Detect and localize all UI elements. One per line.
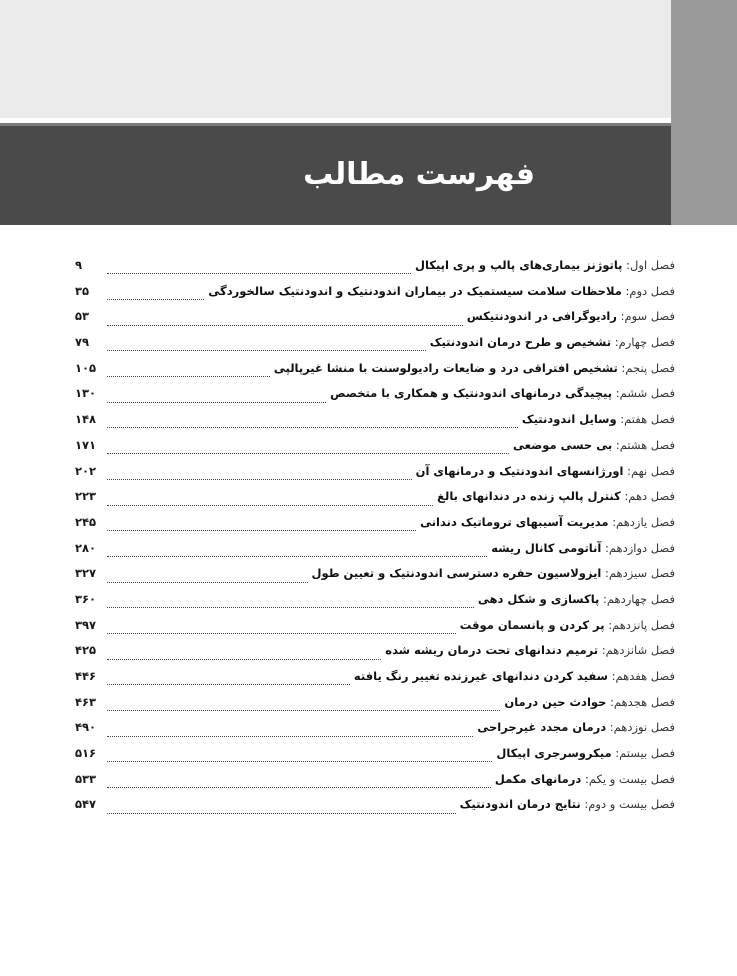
toc-entry-label	[420, 515, 675, 529]
chapter-title: میکروسرجری اپیکال	[496, 746, 612, 761]
chapter-title: تشخیص افتراقی درد و ضایعات رادیولوسنت با منشا غیرپالپی	[273, 360, 618, 375]
page-number: ۳۵	[75, 283, 90, 298]
toc-entry[interactable]	[75, 772, 675, 798]
toc-entry-label	[354, 669, 675, 683]
toc-entry-label	[496, 746, 675, 760]
dot-leader	[107, 350, 426, 351]
chapter-number: فصل هجدهم:	[610, 694, 675, 709]
page-title: فهرست مطالب	[303, 157, 535, 192]
chapter-number: فصل پانزدهم:	[608, 617, 675, 632]
dot-leader	[107, 505, 433, 506]
chapter-title: کنترل پالپ زنده در دندانهای بالغ	[437, 489, 621, 504]
chapter-title: ایزولاسیون حفره دسترسی اندودنتیک و تعیین طول	[311, 566, 602, 581]
toc-entry-label	[330, 386, 675, 400]
toc-entry-label	[467, 309, 675, 323]
toc-entry[interactable]	[75, 438, 675, 464]
dot-leader	[107, 761, 492, 762]
dot-leader	[107, 325, 463, 326]
toc-entry-label	[460, 618, 675, 632]
chapter-title: درمانهای مکمل	[494, 771, 582, 786]
chapter-number: فصل هفتم:	[620, 412, 675, 427]
toc-entry[interactable]	[75, 515, 675, 541]
chapter-number: فصل نوزدهم:	[609, 720, 675, 735]
chapter-number: فصل سوم:	[620, 309, 675, 324]
toc-entry[interactable]	[75, 720, 675, 746]
chapter-title: رادیوگرافی در اندودنتیکس	[466, 309, 617, 324]
chapter-number: فصل شانزدهم:	[601, 643, 675, 658]
dot-leader	[107, 607, 474, 608]
toc-entry[interactable]	[75, 335, 675, 361]
toc-entry-label	[491, 541, 675, 555]
toc-entry-label	[513, 438, 675, 452]
toc-entry[interactable]	[75, 489, 675, 515]
toc-entry[interactable]	[75, 309, 675, 335]
chapter-title: حوادث حین درمان	[504, 694, 607, 709]
dot-leader	[107, 299, 204, 300]
side-tab	[671, 0, 737, 225]
page-number: ۳۲۷	[75, 566, 97, 581]
page-number: ۲۴۵	[75, 514, 97, 529]
toc-entry[interactable]	[75, 797, 675, 823]
toc-entry-label	[208, 284, 675, 298]
chapter-title: ترمیم دندانهای تحت درمان ریشه شده	[385, 643, 599, 658]
toc-entry[interactable]	[75, 643, 675, 669]
chapter-number: فصل اول:	[626, 258, 675, 272]
toc-entry-label	[495, 772, 675, 786]
chapter-title: اورژانسهای اندودنتیک و درمانهای آن	[415, 463, 624, 478]
dot-leader	[107, 402, 326, 403]
page-number: ۵۴۷	[75, 797, 97, 812]
page-number: ۱۴۸	[75, 412, 97, 427]
chapter-number: فصل بیست و یکم:	[584, 771, 675, 786]
page-number: ۴۶۳	[75, 694, 97, 709]
chapter-number: فصل دهم:	[624, 489, 675, 504]
chapter-title: مدیریت آسیبهای تروماتیک دندانی	[420, 514, 609, 529]
dot-leader	[107, 787, 491, 788]
toc-entry[interactable]	[75, 386, 675, 412]
page-number: ۱۷۱	[75, 437, 97, 452]
dot-leader	[107, 530, 416, 531]
chapter-title: وسایل اندودنتیک	[521, 412, 617, 427]
toc-entry[interactable]	[75, 464, 675, 490]
page-number: ۴۹۰	[75, 720, 97, 735]
chapter-number: فصل سیزدهم:	[605, 566, 675, 581]
chapter-number: فصل نهم:	[627, 463, 675, 478]
chapter-number: فصل دوازدهم:	[605, 540, 675, 555]
toc-entry-label	[522, 412, 675, 426]
page-number: ۵۱۶	[75, 746, 97, 761]
page-number: ۴۲۵	[75, 643, 97, 658]
page-number: ۷۹	[75, 335, 90, 350]
page-number: ۵۳	[75, 309, 90, 324]
toc-entry-label	[478, 592, 675, 606]
toc-entry[interactable]	[75, 618, 675, 644]
toc-entry-label	[460, 797, 675, 811]
page-number: ۱۰۵	[75, 360, 97, 375]
dot-leader	[107, 273, 411, 274]
chapter-title: ملاحظات سلامت سیستمیک در بیماران اندودنتیک و اندودنتیک سالخوردگی	[208, 283, 622, 298]
page-number: ۲۲۳	[75, 489, 97, 504]
page-number: ۲۸۰	[75, 540, 97, 555]
chapter-number: فصل دوم:	[625, 283, 675, 298]
dot-leader	[107, 427, 518, 428]
chapter-number: فصل بیست و دوم:	[584, 797, 675, 812]
chapter-number: فصل یازدهم:	[612, 514, 675, 529]
toc-entry[interactable]	[75, 695, 675, 721]
chapter-number: فصل هشتم:	[615, 437, 675, 452]
toc-entry[interactable]	[75, 566, 675, 592]
toc-entry-label	[415, 258, 675, 272]
dot-leader	[107, 479, 412, 480]
chapter-title: پاکسازی و شکل دهی	[477, 591, 600, 606]
chapter-title: سفید کردن دندانهای غیرزنده تغییر رنگ یافته	[353, 669, 608, 683]
toc-entry[interactable]	[75, 669, 675, 695]
chapter-number: فصل ششم:	[615, 386, 675, 401]
toc-entry-label	[385, 643, 675, 657]
toc-entry-label	[504, 695, 675, 709]
toc-entry-label	[477, 720, 675, 734]
toc-entry[interactable]	[75, 592, 675, 618]
toc-entry-label	[416, 464, 675, 478]
toc-entry[interactable]	[75, 412, 675, 438]
chapter-title: پر کردن و پانسمان موقت	[459, 617, 605, 632]
chapter-title: آناتومی کانال ریشه	[491, 540, 602, 555]
page-number: ۱۳۰	[75, 386, 97, 401]
dot-leader	[107, 633, 456, 634]
chapter-number: فصل پنجم:	[621, 360, 675, 375]
toc-entry[interactable]	[75, 258, 675, 284]
dot-leader	[107, 582, 308, 583]
chapter-title: تشخیص و طرح درمان اندودنتیک	[429, 335, 612, 350]
dot-leader	[107, 556, 487, 557]
chapter-title: بی حسی موضعی	[513, 437, 613, 452]
page-number: ۳۶۰	[75, 591, 97, 606]
chapter-title: پیچیدگی درمانهای اندودنتیک و همکاری با متخصص	[330, 386, 613, 401]
chapter-number: فصل هفدهم:	[611, 669, 675, 683]
dot-leader	[107, 453, 509, 454]
header-background	[0, 0, 671, 118]
toc-entry-label	[312, 566, 676, 580]
toc-entry-label	[274, 361, 675, 375]
chapter-number: فصل چهاردهم:	[602, 591, 675, 606]
chapter-title: پاتوژنز بیماری‌های پالپ و پری اپیکال	[414, 258, 623, 272]
page-number: ۵۳۳	[75, 771, 97, 786]
chapter-title: نتایج درمان اندودنتیک	[459, 797, 581, 812]
page-number: ۹	[75, 258, 83, 272]
page-number: ۴۴۶	[75, 669, 97, 683]
toc-entry[interactable]	[75, 746, 675, 772]
chapter-title: درمان مجدد غیرجراحی	[477, 720, 607, 735]
chapter-number: فصل بیستم:	[615, 746, 675, 761]
dot-leader	[107, 813, 456, 814]
dot-leader	[107, 710, 500, 711]
dot-leader	[107, 736, 473, 737]
toc-entry-label	[430, 335, 675, 349]
table-of-contents	[75, 258, 675, 823]
toc-entry[interactable]	[75, 541, 675, 567]
dot-leader	[107, 684, 350, 685]
toc-entry-label	[437, 489, 675, 503]
page-number: ۳۹۷	[75, 617, 97, 632]
toc-entry[interactable]	[75, 284, 675, 310]
toc-entry[interactable]	[75, 361, 675, 387]
dot-leader	[107, 376, 270, 377]
page-number: ۲۰۲	[75, 463, 97, 478]
chapter-number: فصل چهارم:	[614, 335, 675, 350]
dot-leader	[107, 659, 381, 660]
